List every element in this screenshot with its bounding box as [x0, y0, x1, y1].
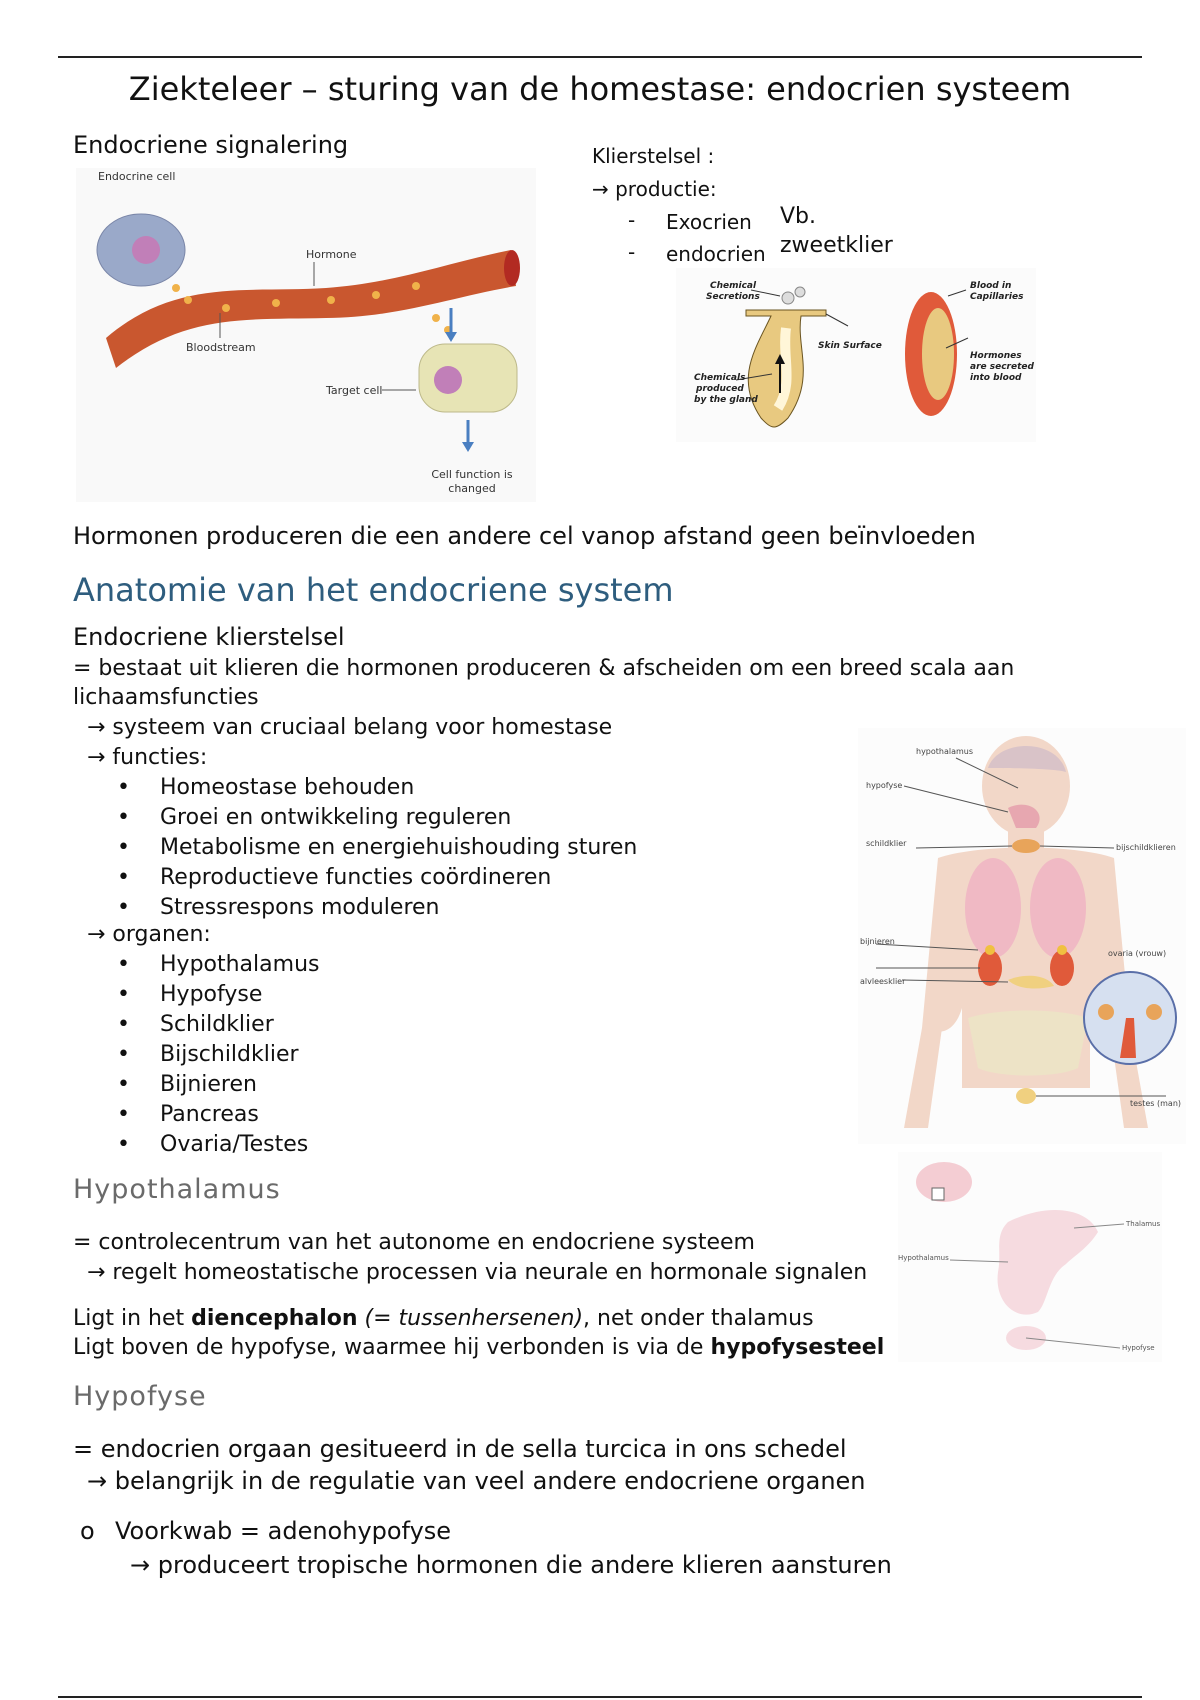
hypothalamus-line-4 — [73, 1333, 884, 1363]
organ-item: • Hypothalamus — [117, 950, 319, 980]
hypofysesteel-term: hypofysesteel — [710, 1335, 885, 1360]
endocrine-body-figure — [858, 728, 1186, 1144]
organ-item: • Bijnieren — [117, 1070, 319, 1100]
hypofyse-bullet: o — [80, 1517, 95, 1545]
label-cell-function-2: changed — [448, 482, 496, 495]
label-bloodstream: Bloodstream — [186, 341, 256, 354]
hypothalamus-heading: Hypothalamus — [73, 1174, 281, 1205]
hypothalamus-figure — [898, 1152, 1162, 1362]
hypofyse-line-1: = endocrien orgaan gesitueerd in de sella turcica in ons schedel — [73, 1435, 847, 1463]
hypofyse-line-2: → belangrijk in de regulatie van veel andere endocriene organen — [87, 1467, 866, 1495]
organ-item: • Pancreas — [117, 1100, 319, 1130]
hypothalamus-line-2: → regelt homeostatische processen via neurale en hormonale signalen — [87, 1260, 868, 1285]
anatomy-subheading: Endocriene klierstelsel — [73, 623, 345, 651]
line3-pre: Ligt in het — [73, 1306, 192, 1331]
hypofyse-line-4: → produceert tropische hormonen die andere klieren aansturen — [130, 1551, 892, 1579]
functions-list — [117, 773, 637, 923]
label-testes: testes (man) — [1130, 1099, 1182, 1108]
anatomy-definition-1: = bestaat uit klieren die hormonen produceren & afscheiden om een breed scala aan — [73, 656, 1015, 681]
function-item: • Reproductieve functies coördineren — [117, 863, 637, 893]
label-chemical-2: Secretions — [706, 292, 760, 302]
label-hypofyse: hypofyse — [866, 781, 903, 790]
bottom-rule — [58, 1696, 1142, 1698]
label-target-cell: Target cell — [326, 384, 383, 397]
function-item: • Metabolisme en energiehuishouding sturen — [117, 833, 637, 863]
label-hypofyse-fig: Hypofyse — [1122, 1344, 1155, 1352]
organs-list — [117, 950, 319, 1160]
organ-item: • Bijschildklier — [117, 1040, 319, 1070]
signaling-summary: Hormonen produceren die een andere cel vanop afstand geen beïnvloeden — [73, 522, 976, 550]
function-item: • Stressrespons moduleren — [117, 893, 637, 923]
hypothalamus-line-3 — [73, 1304, 814, 1334]
anatomy-heading: Anatomie van het endocriene system — [73, 571, 674, 609]
label-skin-surface: Skin Surface — [818, 341, 882, 351]
top-rule — [58, 56, 1142, 58]
label-produced-2: produced — [696, 384, 744, 394]
label-hypothalamus: hypothalamus — [916, 747, 974, 756]
function-item: • Homeostase behouden — [117, 773, 637, 803]
klierstelsel-heading: Klierstelsel : — [592, 144, 715, 168]
label-alvleesklier: alvleesklier — [860, 977, 906, 986]
label-blood-1: Blood in — [970, 281, 1012, 291]
productie-line: → productie: — [592, 177, 717, 201]
label-ovaria: ovaria (vrouw) — [1108, 949, 1167, 958]
function-item: • Groei en ontwikkeling reguleren — [117, 803, 637, 833]
anatomy-importance: → systeem van cruciaal belang voor homestase — [87, 715, 613, 740]
page-title: Ziekteleer – sturing van de homestase: endocrien systeem — [128, 70, 1072, 108]
gland-type-endocrien: endocrien — [666, 242, 766, 266]
organ-item: • Schildklier — [117, 1010, 319, 1040]
label-bijnieren: bijnieren — [860, 937, 895, 946]
line3-post: , net onder thalamus — [583, 1306, 814, 1331]
gland-type-dash-2: - — [628, 240, 636, 264]
hypofyse-line-3: Voorkwab = adenohypofyse — [115, 1517, 452, 1545]
endocrine-signaling-figure — [76, 168, 536, 502]
label-hormones-3: into blood — [970, 373, 1022, 383]
organs-label: → organen: — [87, 922, 211, 947]
label-schildklier: schildklier — [866, 839, 907, 848]
organ-item: • Ovaria/Testes — [117, 1130, 319, 1160]
gland-type-exocrien: Exocrien — [666, 210, 752, 234]
label-produced-1: Chemicals — [694, 373, 746, 383]
label-chemical-1: Chemical — [710, 281, 757, 291]
label-cell-function-1: Cell function is — [431, 468, 513, 481]
label-endocrine-cell: Endocrine cell — [98, 170, 176, 183]
label-hormones-2: are secreted — [970, 362, 1034, 372]
tussenhersenen-note: (= tussenhersenen) — [357, 1306, 584, 1331]
signaling-heading: Endocriene signalering — [73, 131, 349, 159]
hypothalamus-line-1: = controlecentrum van het autonome en endocriene systeem — [73, 1230, 755, 1255]
label-bijschildklieren: bijschildklieren — [1116, 843, 1176, 852]
functions-label: → functies: — [87, 745, 208, 770]
label-blood-2: Capillaries — [970, 292, 1024, 302]
hypofyse-heading: Hypofyse — [73, 1381, 207, 1412]
gland-secretion-figure — [676, 268, 1036, 442]
label-thalamus: Thalamus — [1126, 1220, 1161, 1228]
line4-pre: Ligt boven de hypofyse, waarmee hij verbonden is via de — [73, 1335, 711, 1360]
diencephalon-term: diencephalon — [191, 1306, 358, 1331]
label-hormone: Hormone — [306, 248, 357, 261]
gland-type-dash-1: - — [628, 208, 636, 232]
label-hormones-1: Hormones — [970, 351, 1022, 361]
anatomy-definition-2: lichaamsfuncties — [73, 685, 259, 710]
target-cell — [419, 344, 517, 412]
label-produced-3: by the gland — [694, 395, 758, 405]
organ-item: • Hypofyse — [117, 980, 319, 1010]
example-zweetklier: zweetklier — [780, 233, 893, 258]
label-hypothalamus-fig: Hypothalamus — [898, 1254, 949, 1262]
example-label: Vb. — [780, 204, 817, 229]
